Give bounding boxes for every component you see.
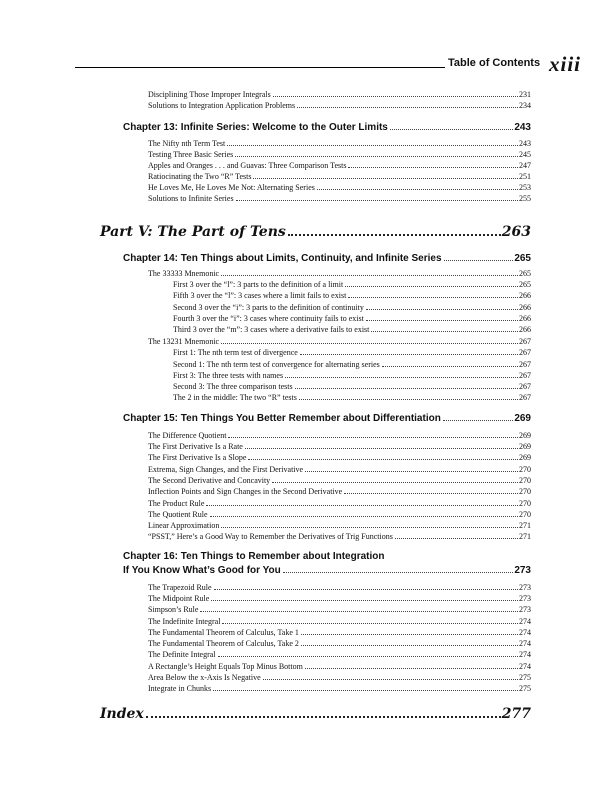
toc-entry[interactable]: The Definite Integral 274: [148, 650, 531, 659]
toc-subentry[interactable]: Second 3: The three comparison tests 267: [173, 382, 531, 391]
toc-entry[interactable]: “PSST,” Here’s a Good Way to Remember the Derivatives of Trig Functions 271: [148, 532, 531, 541]
toc-subentry[interactable]: First 3 over the “l”: 3 parts to the definition of a limit 265: [173, 280, 531, 289]
toc-chapter-13[interactable]: Chapter 13: Infinite Series: Welcome to the Outer Limits 243: [123, 122, 531, 133]
toc-entry[interactable]: Solutions to Integration Application Problems 234: [148, 101, 531, 110]
toc-subentry[interactable]: First 3: The three tests with names 267: [173, 371, 531, 380]
toc-entry[interactable]: A Rectangle’s Height Equals Top Minus Bottom 274: [148, 662, 531, 671]
toc-entry[interactable]: The Nifty nth Term Test 243: [148, 139, 531, 148]
toc-entry[interactable]: Testing Three Basic Series 245: [148, 150, 531, 159]
toc-index[interactable]: Index 277: [100, 706, 531, 722]
toc-entry[interactable]: The 33333 Mnemonic 265: [148, 269, 531, 278]
toc-subentry[interactable]: Fourth 3 over the “i”: 3 cases where continuity fails to exist 266: [173, 314, 531, 323]
toc-entry[interactable]: Solutions to Infinite Series 255: [148, 194, 531, 203]
toc-entry[interactable]: The First Derivative Is a Rate 269: [148, 442, 531, 451]
toc-entry[interactable]: The Fundamental Theorem of Calculus, Take 1 274: [148, 628, 531, 637]
toc-subentry[interactable]: Second 1: The nth term test of convergence for alternating series 267: [173, 360, 531, 369]
toc-entry[interactable]: The First Derivative Is a Slope 269: [148, 453, 531, 462]
toc-entry[interactable]: The Quotient Rule 270: [148, 510, 531, 519]
toc-entry[interactable]: The Second Derivative and Concavity 270: [148, 476, 531, 485]
toc-subentry[interactable]: Third 3 over the “m”: 3 cases where a derivative fails to exist 266: [173, 325, 531, 334]
toc-subentry[interactable]: Second 3 over the “i”: 3 parts to the definition of continuity 266: [173, 303, 531, 312]
toc-chapter-14[interactable]: Chapter 14: Ten Things about Limits, Continuity, and Infinite Series 265: [123, 253, 531, 264]
toc-entry[interactable]: Disciplining Those Improper Integrals 231: [148, 90, 531, 99]
toc-entry[interactable]: Area Below the x-Axis Is Negative 275: [148, 673, 531, 682]
toc-entry[interactable]: The Difference Quotient 269: [148, 431, 531, 440]
toc-entry[interactable]: The Product Rule 270: [148, 499, 531, 508]
toc-entry[interactable]: Extrema, Sign Changes, and the First Derivative 270: [148, 465, 531, 474]
toc-entry[interactable]: Integrate in Chunks 275: [148, 684, 531, 693]
toc-subentry[interactable]: The 2 in the middle: The two “R” tests 267: [173, 393, 531, 402]
toc-entry[interactable]: The Indefinite Integral 274: [148, 617, 531, 626]
toc-entry[interactable]: Inflection Points and Sign Changes in the Second Derivative 270: [148, 487, 531, 496]
toc-entry[interactable]: The Trapezoid Rule 273: [148, 583, 531, 592]
toc-entry[interactable]: Apples and Oranges . . . and Guavas: Three Comparison Tests 247: [148, 161, 531, 170]
toc-entry[interactable]: The 13231 Mnemonic 267: [148, 337, 531, 346]
running-head-title: Table of Contents: [448, 57, 541, 69]
header-rule: [75, 67, 445, 68]
toc-entry[interactable]: He Loves Me, He Loves Me Not: Alternating Series 253: [148, 183, 531, 192]
toc-subentry[interactable]: Fifth 3 over the “l”: 3 cases where a limit fails to exist 266: [173, 291, 531, 300]
toc-entry[interactable]: The Midpoint Rule 273: [148, 594, 531, 603]
toc-chapter-15[interactable]: Chapter 15: Ten Things You Better Remember about Differentiation 269: [123, 413, 531, 424]
toc-entry[interactable]: Linear Approximation 271: [148, 521, 531, 530]
toc-part-5[interactable]: Part V: The Part of Tens 263: [100, 224, 531, 240]
toc-chapter-16-title[interactable]: Chapter 16: Ten Things to Remember about Integration: [123, 551, 385, 562]
running-head-page-number: xiii: [549, 52, 582, 76]
toc-chapter-16[interactable]: If You Know What’s Good for You 273: [123, 565, 531, 576]
toc-entry[interactable]: Ratiocinating the Two “R” Tests 251: [148, 172, 531, 181]
toc-entry[interactable]: The Fundamental Theorem of Calculus, Take 2 274: [148, 639, 531, 648]
toc-subentry[interactable]: First 1: The nth term test of divergence 267: [173, 348, 531, 357]
toc-entry[interactable]: Simpson’s Rule 273: [148, 605, 531, 614]
